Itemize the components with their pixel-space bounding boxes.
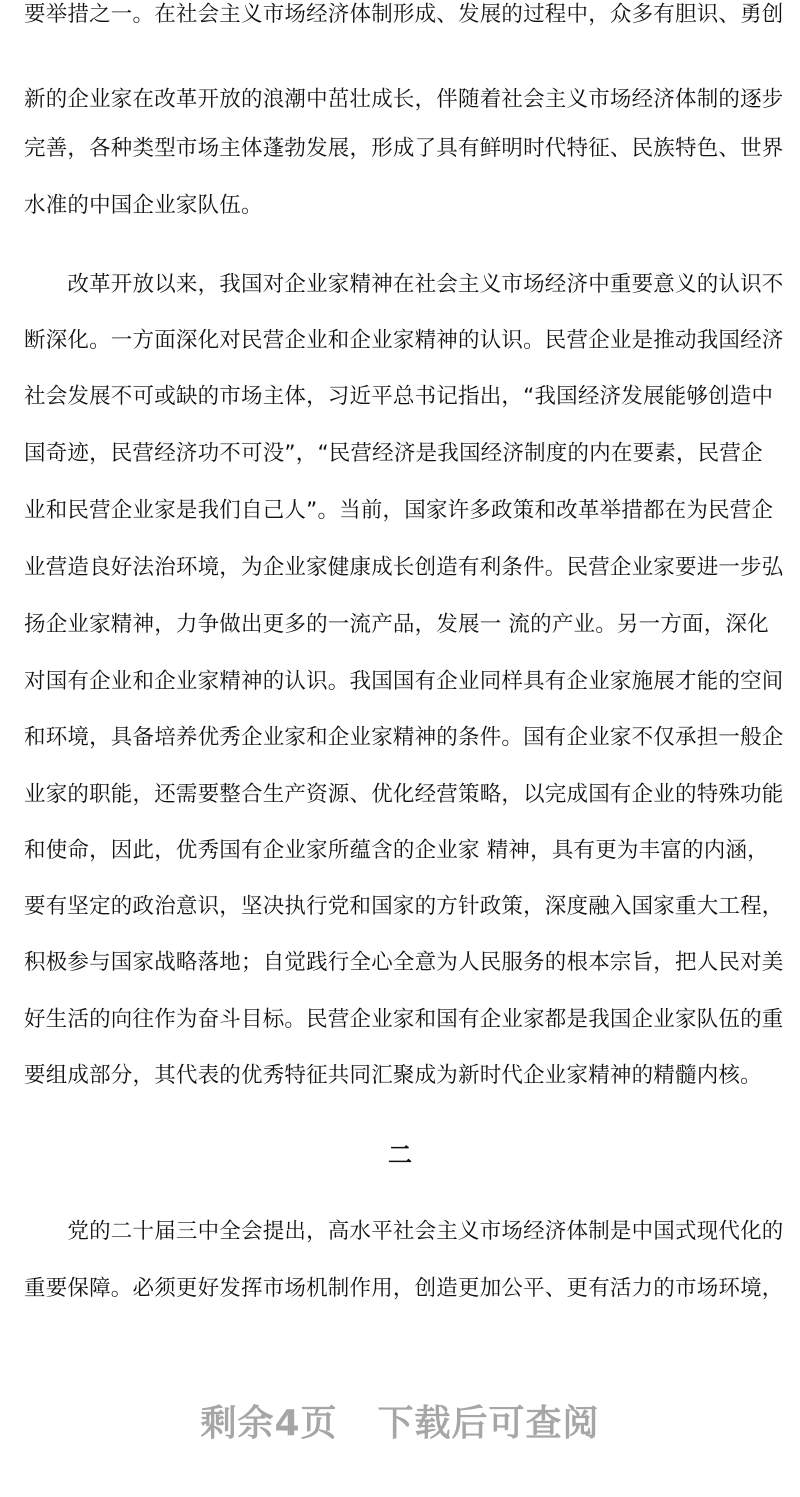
text-line: 好生活的向往作为奋斗目标。民营企业家和国有企业家都是我国企业家队伍的重	[24, 1007, 784, 1032]
text-line: 党的二十届三中全会提出，高水平社会主义市场经济体制是中国式现代化的	[24, 1219, 784, 1244]
text-line: 改革开放以来，我国对企业家精神在社会主义市场经济中重要意义的认识不	[24, 272, 784, 297]
text-line: 要有坚定的政治意识，坚决执行党和国家的方针政策，深度融入国家重大工程，	[24, 894, 784, 919]
text-line: 业营造良好法治环境，为企业家健康成长创造有利条件。民营企业家要进一步弘	[24, 555, 784, 580]
text-line: 水准的中国企业家队伍。	[24, 193, 263, 218]
text-line: 和环境，具备培养优秀企业家和企业家精神的条件。国有企业家不仅承担一般企	[24, 725, 784, 750]
remaining-pages-label: 剩余4页	[200, 1403, 338, 1444]
text-line: 对国有企业和企业家精神的认识。我国国有企业同样具有企业家施展才能的空间	[24, 669, 784, 694]
text-line: 社会发展不可或缺的市场主体，习近平总书记指出，“我国经济发展能够创造中	[24, 384, 774, 409]
download-prompt[interactable]	[0, 1395, 800, 1446]
text-line: 国奇迹，民营经济功不可没”，“民营经济是我国经济制度的内在要素，民营企	[24, 441, 763, 466]
text-line: 完善，各种类型市场主体蓬勃发展，形成了具有鲜明时代特征、民族特色、世界	[24, 136, 784, 161]
text-line: 要组成部分，其代表的优秀特征共同汇聚成为新时代企业家精神的精髓内核。	[24, 1063, 762, 1088]
text-line: 和使命，因此，优秀国有企业家所蕴含的企业家 精神，具有更为丰富的内涵，	[24, 838, 769, 863]
download-to-view-label: 下载后可查阅	[377, 1403, 600, 1444]
text-line: 要举措之一。在社会主义市场经济体制形成、发展的过程中，众多有胆识、勇创	[24, 2, 784, 27]
text-line: 重要保障。必须更好发挥市场机制作用，创造更加公平、更有活力的市场环境，	[24, 1276, 784, 1301]
text-line: 业家的职能，还需要整合生产资源、优化经营策略，以完成国有企业的特殊功能	[24, 782, 784, 807]
text-line: 积极参与国家战略落地；自觉践行全心全意为人民服务的根本宗旨，把人民对美	[24, 950, 784, 975]
text-line: 断深化。一方面深化对民营企业和企业家精神的认识。民营企业是推动我国经济	[24, 328, 784, 353]
text-line: 业和民营企业家是我们自己人”。当前，国家许多政策和改革举措都在为民营企	[24, 498, 774, 523]
text-line: 扬企业家精神，力争做出更多的一流产品，发展一 流的产业。另一方面，深化	[24, 612, 769, 637]
section-heading: 二	[388, 1141, 412, 1169]
text-line: 新的企业家在改革开放的浪潮中茁壮成长，伴随着社会主义市场经济体制的逐步	[24, 87, 784, 112]
